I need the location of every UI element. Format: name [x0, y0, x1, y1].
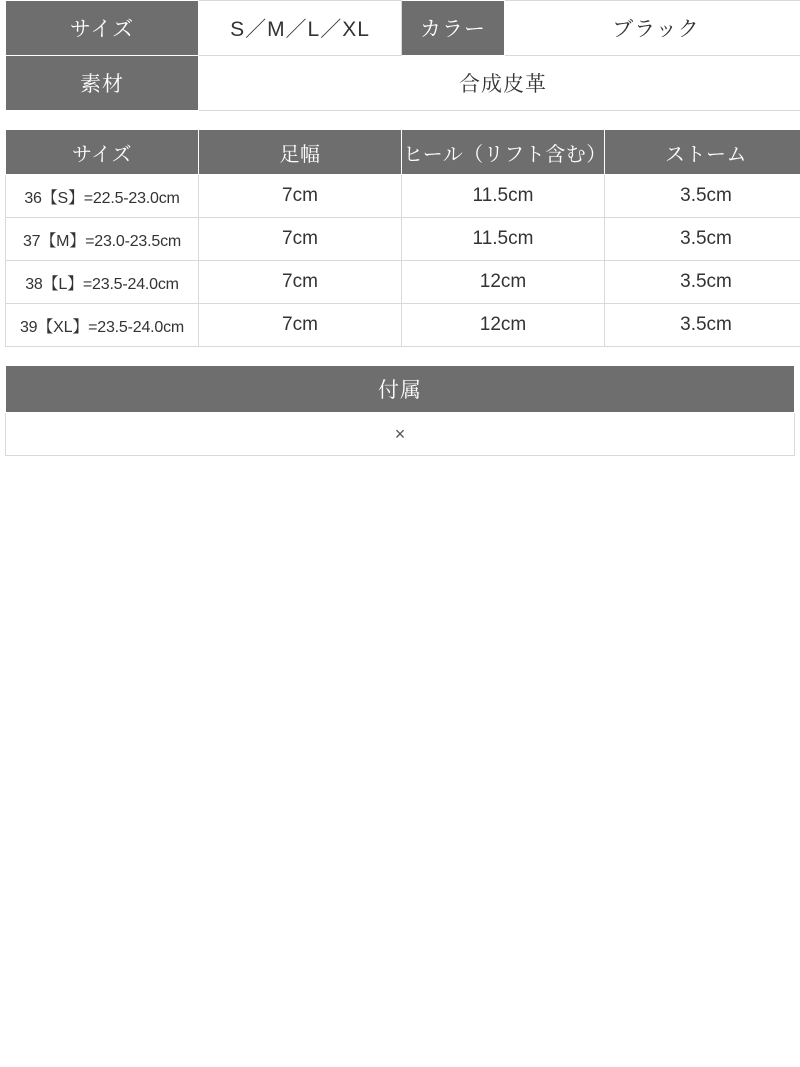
column-header-storm: ストーム — [605, 130, 800, 175]
cell-size: 38【L】=23.5-24.0cm — [6, 261, 199, 304]
column-header-width: 足幅 — [199, 130, 402, 175]
spec-value-color: ブラック — [505, 1, 800, 56]
measurement-table — [5, 129, 800, 347]
table-row — [6, 218, 800, 261]
column-header-heel: ヒール（リフト含む） — [402, 130, 605, 175]
spec-label-material: 素材 — [6, 56, 199, 111]
table-row — [6, 261, 800, 304]
spec-value-material: 合成皮革 — [199, 56, 800, 111]
table-row — [6, 56, 800, 111]
table-row — [6, 175, 800, 218]
cell-heel: 11.5cm — [402, 218, 605, 261]
table-row — [6, 304, 800, 347]
cell-size: 36【S】=22.5-23.0cm — [6, 175, 199, 218]
cell-size: 39【XL】=23.5-24.0cm — [6, 304, 199, 347]
cell-storm: 3.5cm — [605, 304, 800, 347]
table-row — [6, 413, 795, 456]
cell-storm: 3.5cm — [605, 261, 800, 304]
spec-label-size: サイズ — [6, 1, 199, 56]
spec-label-color: カラー — [402, 1, 505, 56]
measurement-section — [0, 129, 800, 347]
table-header-row — [6, 130, 800, 175]
accessory-value: × — [6, 413, 795, 456]
table-header-row — [6, 366, 795, 413]
accessory-header: 付属 — [6, 366, 795, 413]
cell-width: 7cm — [199, 175, 402, 218]
cell-width: 7cm — [199, 304, 402, 347]
accessory-section — [0, 365, 800, 456]
cell-storm: 3.5cm — [605, 218, 800, 261]
cell-heel: 11.5cm — [402, 175, 605, 218]
spec-table — [5, 0, 800, 111]
spec-value-size: S／M／L／XL — [199, 1, 402, 56]
cell-heel: 12cm — [402, 304, 605, 347]
accessory-table — [5, 365, 795, 456]
cell-width: 7cm — [199, 218, 402, 261]
table-row — [6, 1, 800, 56]
cell-heel: 12cm — [402, 261, 605, 304]
cell-size: 37【M】=23.0-23.5cm — [6, 218, 199, 261]
cell-storm: 3.5cm — [605, 175, 800, 218]
cell-width: 7cm — [199, 261, 402, 304]
column-header-size: サイズ — [6, 130, 199, 175]
